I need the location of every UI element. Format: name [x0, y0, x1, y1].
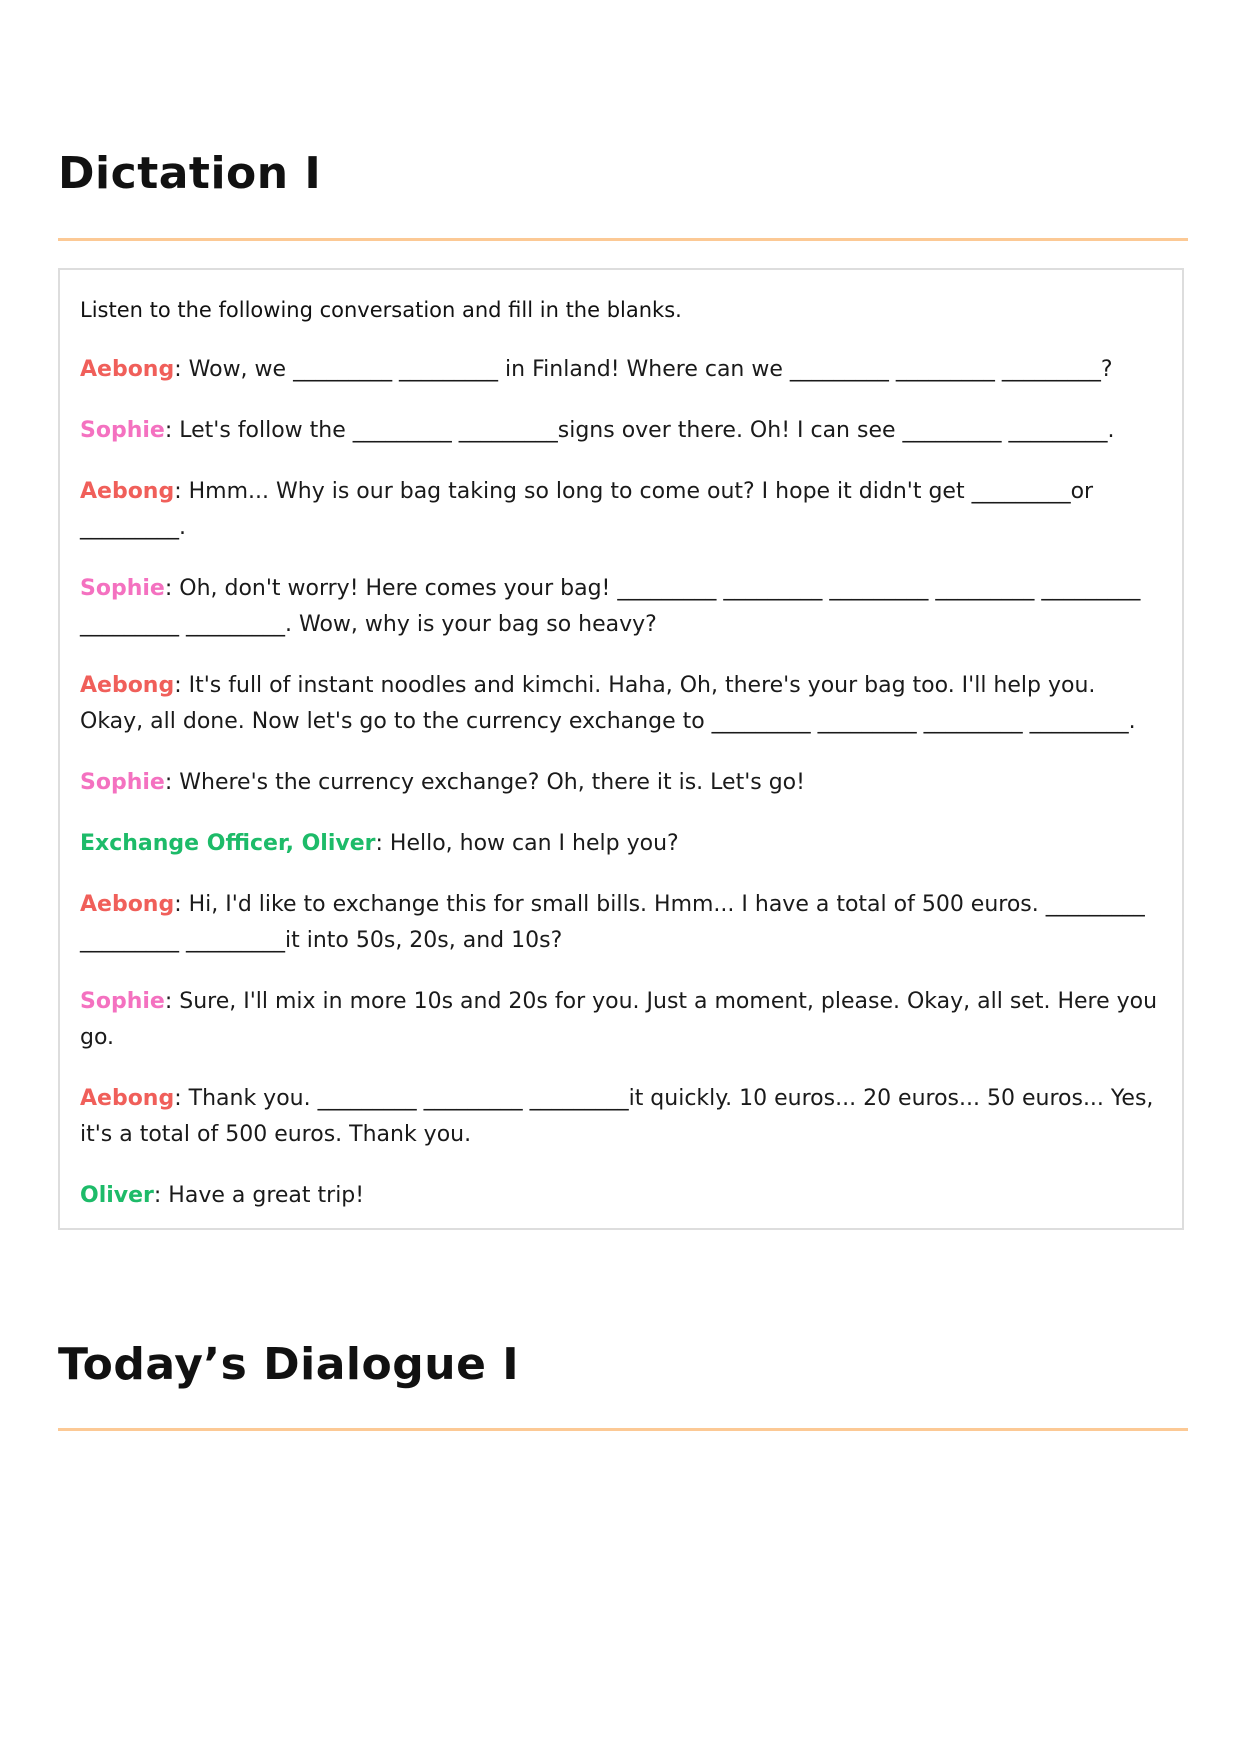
- section-title-dialogue: Today’s Dialogue I: [58, 1339, 520, 1390]
- dialogue-line: [80, 1178, 1162, 1214]
- section-divider: [58, 238, 1188, 241]
- dictation-box: [58, 268, 1184, 1230]
- instruction-text: Listen to the following conversation and fill in the blanks.: [80, 298, 682, 322]
- dialogue-line: [80, 413, 1162, 449]
- dialogue-line: [80, 984, 1162, 1056]
- dialogue-line: [80, 571, 1162, 643]
- line-text: : Have a great trip!: [153, 1183, 365, 1208]
- line-text: : Where's the currency exchange? Oh, there it is. Let's go!: [164, 770, 805, 795]
- dialogue-line: [80, 474, 1162, 546]
- speaker-name: Aebong: [80, 673, 175, 698]
- line-text: : Let's follow the _________ _________signs over there. Oh! I can see _________ _________.: [164, 418, 1115, 443]
- speaker-name: Aebong: [80, 479, 175, 504]
- section-title-dictation: Dictation I: [58, 148, 322, 199]
- dialogue-line: [80, 668, 1162, 740]
- speaker-name: Sophie: [80, 770, 165, 795]
- line-text: : Oh, don't worry! Here comes your bag! _________ _________ _________ _________ _________ _________ _________. Wow, why is your bag so heavy?: [80, 576, 1141, 637]
- speaker-name: Sophie: [80, 989, 165, 1014]
- speaker-name: Aebong: [80, 892, 175, 917]
- line-text: : Hmm... Why is our bag taking so long to come out? I hope it didn't get _________or _________.: [80, 479, 1094, 540]
- speaker-name: Sophie: [80, 576, 165, 601]
- line-text: : Hello, how can I help you?: [375, 831, 679, 856]
- speaker-name: Aebong: [80, 357, 175, 382]
- line-text: : Hi, I'd like to exchange this for small bills. Hmm... I have a total of 500 euros. _________ _________ _________it into 50s, 20s, and 10s?: [80, 892, 1145, 953]
- line-text: : Thank you. _________ _________ _________it quickly. 10 euros... 20 euros... 50 euros... Yes, it's a total of 500 euros. Thank you.: [80, 1086, 1154, 1147]
- speaker-name: Exchange Officer, Oliver: [80, 831, 376, 856]
- dialogue-line: [80, 887, 1162, 959]
- line-text: : It's full of instant noodles and kimchi. Haha, Oh, there's your bag too. I'll help you. Okay, all done. Now let's go to the currency exchange to _________ _________ _________ _________.: [80, 673, 1136, 734]
- speaker-name: Oliver: [80, 1183, 154, 1208]
- speaker-name: Sophie: [80, 418, 165, 443]
- dialogue-line: [80, 352, 1162, 388]
- speaker-name: Aebong: [80, 1086, 175, 1111]
- dialogue-line: [80, 826, 1162, 862]
- dialogue-line: [80, 765, 1162, 801]
- section-divider: [58, 1428, 1188, 1431]
- line-text: : Sure, I'll mix in more 10s and 20s for you. Just a moment, please. Okay, all set. Here you go.: [80, 989, 1158, 1050]
- line-text: : Wow, we _________ _________ in Finland! Where can we _________ _________ _________?: [174, 357, 1113, 382]
- dialogue-line: [80, 1081, 1162, 1153]
